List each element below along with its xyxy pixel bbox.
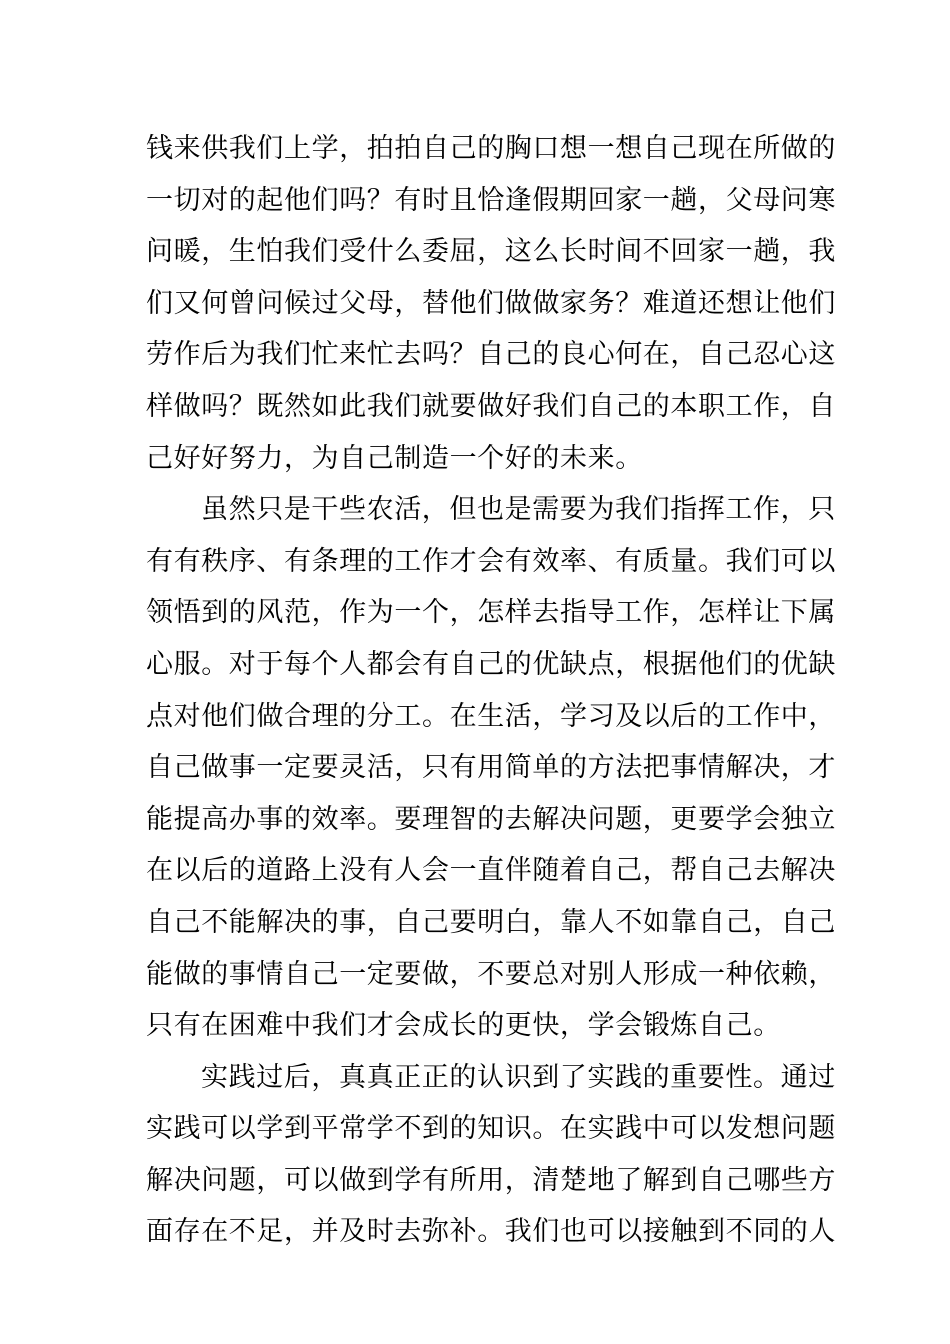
- body-text: [146, 130, 836, 1265]
- text-line: 实践可以学到平常学不到的知识。在实践中可以发想问题: [146, 1113, 836, 1145]
- text-line: 们又何曾问候过父母，替他们做做家务？难道还想让他们: [146, 287, 836, 319]
- text-line: 在以后的道路上没有人会一直伴随着自己，帮自己去解决: [146, 855, 836, 887]
- text-line: 样做吗？既然如此我们就要做好我们自己的本职工作，自: [146, 390, 836, 422]
- text-line: 自己不能解决的事，自己要明白，靠人不如靠自己，自己: [146, 906, 836, 938]
- text-line: 能做的事情自己一定要做，不要总对别人形成一种依赖，: [146, 958, 836, 990]
- paragraph-first-line: 实践过后，真真正正的认识到了实践的重要性。通过: [201, 1061, 836, 1093]
- text-line: 一切对的起他们吗？有时且恰逢假期回家一趟，父母问寒: [146, 184, 836, 216]
- text-line: 劳作后为我们忙来忙去吗？自己的良心何在，自己忍心这: [146, 339, 836, 371]
- text-line: 点对他们做合理的分工。在生活，学习及以后的工作中，: [146, 700, 836, 732]
- text-line: 领悟到的风范，作为一个，怎样去指导工作，怎样让下属: [146, 597, 836, 629]
- text-line: 心服。对于每个人都会有自己的优缺点，根据他们的优缺: [146, 648, 836, 680]
- text-line: 有有秩序、有条理的工作才会有效率、有质量。我们可以: [146, 545, 836, 577]
- text-line: 问暖，生怕我们受什么委屈，这么长时间不回家一趟，我: [146, 236, 836, 268]
- text-line: 能提高办事的效率。要理智的去解决问题，更要学会独立: [146, 803, 836, 835]
- text-line: 解决问题，可以做到学有所用，清楚地了解到自己哪些方: [146, 1164, 836, 1196]
- text-line: 面存在不足，并及时去弥补。我们也可以接触到不同的人: [146, 1216, 836, 1248]
- text-line: 己好好努力，为自己制造一个好的未来。: [146, 442, 643, 474]
- text-line: 自己做事一定要灵活，只有用简单的方法把事情解决，才: [146, 752, 836, 784]
- text-line: 只有在困难中我们才会成长的更快，学会锻炼自己。: [146, 1010, 781, 1042]
- text-line: 钱来供我们上学，拍拍自己的胸口想一想自己现在所做的: [146, 133, 836, 164]
- paragraph-first-line: 虽然只是干些农活，但也是需要为我们指挥工作，只: [201, 494, 836, 526]
